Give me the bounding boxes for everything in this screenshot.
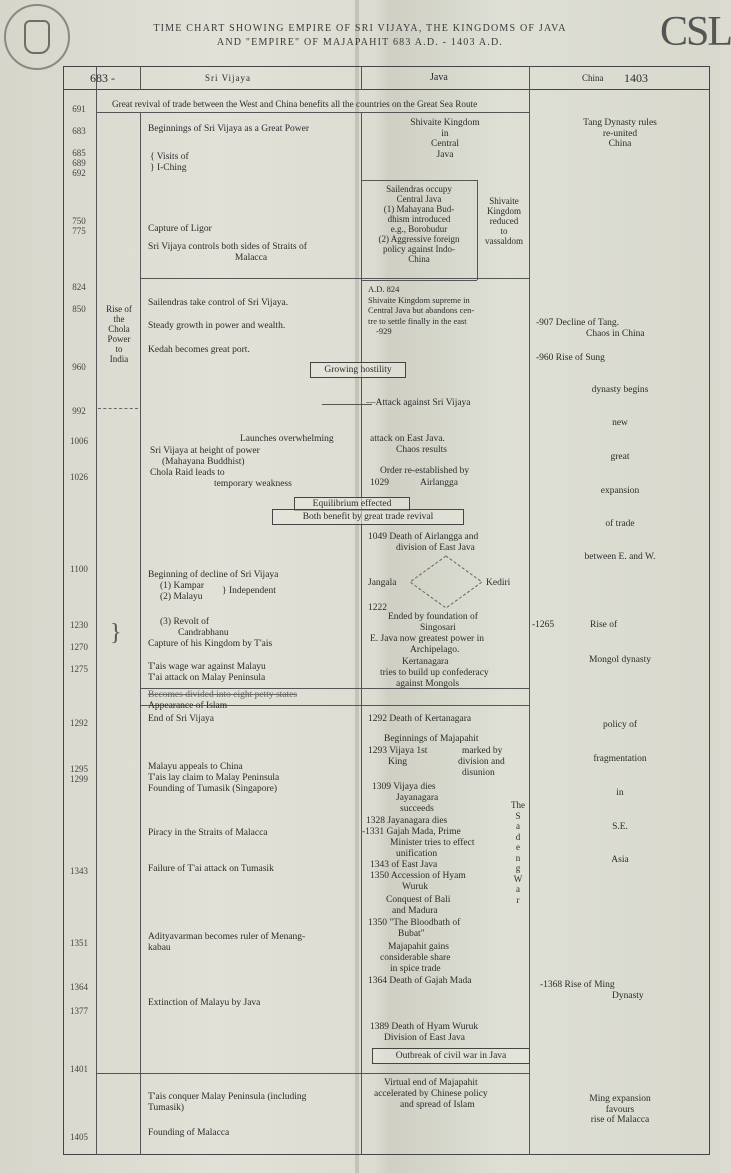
china-rise-of: Rise of	[590, 620, 618, 630]
java-kertanagara: Kertanagara	[402, 657, 449, 667]
java-1292: 1292 Death of Kertanagara	[368, 714, 472, 724]
china-expansion: expansion	[600, 486, 640, 496]
header-divider-1	[140, 66, 141, 90]
sri-wage-war: T'ais wage war against Malayu	[148, 662, 266, 672]
sri-iching: } I-Ching	[150, 163, 187, 173]
java-spice: in spice trade	[390, 964, 441, 974]
java-hyam-accession: 1350 Accession of Hyam	[370, 871, 466, 881]
sri-tai-failure: Failure of T'ai attack on Tumasik	[148, 864, 274, 874]
java-islam: and spread of Islam	[400, 1100, 475, 1110]
java-attack: —Attack against Sri Vijaya	[366, 398, 471, 408]
year-850: 850	[72, 304, 86, 314]
sri-malayu-china: Malayu appeals to China	[148, 762, 243, 772]
header-divider-2	[361, 66, 362, 90]
china-new: new	[612, 418, 628, 428]
banner-trade-revival: Great revival of trade between the West and China benefits all the countries on the Great Sea Route	[112, 99, 478, 109]
sri-tais-conquer-2: Tumasik)	[148, 1103, 185, 1113]
year-1230: 1230	[70, 620, 88, 630]
year-1299: 1299	[70, 774, 88, 784]
java-1293-vijaya: 1293 Vijaya 1st	[368, 746, 428, 756]
year-689: 689	[72, 158, 86, 168]
year-1364: 1364	[70, 982, 88, 992]
year-1006: 1006	[70, 436, 88, 446]
china-tang: Tang Dynasty rules re-united China	[583, 118, 657, 149]
header-china: China	[582, 73, 604, 83]
year-685: 685	[72, 148, 86, 158]
java-1343-east: 1343 of East Java	[370, 860, 438, 870]
china-great: great	[610, 452, 630, 462]
china-chaos: Chaos in China	[586, 329, 645, 339]
year-1401: 1401	[70, 1064, 88, 1074]
sri-mahayana: (Mahayana Buddhist)	[162, 457, 245, 467]
sri-petty-states: Becomes divided into eight petty states	[148, 690, 298, 700]
sri-adityavarman-2: kabau	[148, 943, 171, 953]
java-1389: 1389 Death of Hyam Wuruk	[370, 1022, 479, 1032]
java-sailendras-occupy: Sailendras occupy Central Java (1) Mahayana Bud- dhism introduced e.g., Borobudur (2) Aggressive foreign policy against Indo- China	[378, 184, 460, 264]
sri-capture-tais: Capture of his Kingdom by T'ais	[148, 639, 273, 649]
sri-ligor: Capture of Ligor	[148, 224, 212, 234]
java-jangala: Jangala	[368, 578, 397, 588]
java-marked-by: marked by	[462, 746, 503, 756]
java-unification: unification	[396, 849, 438, 859]
year-992: 992	[72, 406, 86, 416]
year-683: 683	[72, 126, 86, 136]
china-tang-decline: -907 Decline of Tang.	[536, 318, 620, 328]
seal-emblem-icon	[4, 4, 70, 70]
java-1029: 1029	[370, 478, 389, 488]
header-start-year: 683 -	[90, 71, 115, 85]
sri-chola-raid: Chola Raid leads to	[150, 468, 225, 478]
civil-war-box: Outbreak of civil war in Java	[372, 1048, 530, 1064]
java-airlangga: Airlangga	[420, 478, 458, 488]
year-960: 960	[72, 362, 86, 372]
year-775: 775	[72, 226, 86, 236]
java-bali: Conquest of Bali	[386, 895, 451, 905]
sri-vijaya-left-line	[140, 112, 141, 1155]
java-left-line	[361, 112, 362, 1155]
java-share: considerable share	[380, 953, 451, 963]
java-majapahit-begin: Beginnings of Majapahit	[384, 734, 479, 744]
java-tries: Minister tries to effect	[390, 838, 475, 848]
java-singosari: Singosari	[420, 623, 456, 633]
java-1049: 1049 Death of Airlangga and	[368, 532, 479, 542]
china-ming-expansion: Ming expansion favours rise of Malacca	[589, 1094, 651, 1125]
equilibrium-box: Equilibrium effected	[294, 497, 410, 511]
java-gajah-mada: -1331 Gajah Mada, Prime	[362, 827, 461, 837]
java-chaos: Chaos results	[396, 445, 447, 455]
sri-decline: Beginning of decline of Sri Vijaya	[148, 570, 279, 580]
sri-adityavarman-1: Adityavarman becomes ruler of Menang-	[148, 932, 306, 942]
sri-malacca: Founding of Malacca	[148, 1128, 230, 1138]
bracket-1230-1270: }	[110, 620, 122, 646]
year-1351: 1351	[70, 938, 88, 948]
sri-piracy: Piracy in the Straits of Malacca	[148, 828, 268, 838]
java-division-east: Division of East Java	[384, 1033, 466, 1043]
china-policy-of: policy of	[602, 720, 638, 730]
year-1026: 1026	[70, 472, 88, 482]
year-1292: 1292	[70, 718, 88, 728]
rule-1401	[96, 1073, 529, 1074]
china-se: S.E.	[612, 822, 628, 832]
java-division: division of East Java	[396, 543, 475, 553]
year-1275: 1275	[70, 664, 88, 674]
china-sung: -960 Rise of Sung	[536, 353, 605, 363]
china-between: between E. and W.	[584, 552, 656, 562]
sri-height: Sri Vijaya at height of power	[150, 446, 260, 456]
sri-candrabhanu: Candrabhanu	[178, 628, 229, 638]
java-archipelago: Archipelago.	[410, 645, 460, 655]
sri-tumasik: Founding of Tumasik (Singapore)	[148, 784, 278, 794]
sri-tais-conquer-1: T'ais conquer Malay Peninsula (including	[148, 1092, 307, 1102]
java-greatest-power: E. Java now greatest power in	[370, 634, 484, 644]
java-kediri: Kediri	[486, 578, 511, 588]
sri-straits-2: Malacca	[234, 253, 268, 263]
title-line-1: TIME CHART SHOWING EMPIRE OF SRI VIJAYA, THE KINGDOMS OF JAVA	[153, 23, 567, 34]
year-691: 691	[72, 104, 86, 114]
sri-visits-bracket: { Visits of	[150, 152, 189, 162]
java-madura: and Madura	[392, 906, 438, 916]
trade-revival-box: Both benefit by great trade revival	[272, 509, 464, 525]
java-mongols: against Mongols	[396, 679, 460, 689]
java-attack-east: attack on East Java.	[370, 434, 445, 444]
java-1364: 1364 Death of Gajah Mada	[368, 976, 472, 986]
header-java: Java	[430, 72, 448, 83]
growing-hostility-box: Growing hostility	[310, 362, 406, 378]
csl-logo: CSL	[660, 9, 731, 55]
sri-sailendras: Sailendras take control of Sri Vijaya.	[148, 298, 289, 308]
sri-kedah: Kedah becomes great port.	[148, 345, 250, 355]
row-rule-691	[96, 112, 530, 113]
attack-arrow-line	[322, 404, 372, 405]
chart-title	[100, 22, 620, 50]
java-824-supreme: A.D. 824 Shivaite Kingdom supreme in Central Java but abandons cen- tre to settle finally in the east -929	[368, 284, 475, 336]
sri-growth: Steady growth in power and wealth.	[148, 321, 286, 331]
sri-launches: Launches overwhelming	[240, 434, 334, 444]
year-1343: 1343	[70, 866, 88, 876]
java-shivaite-kingdom: Shivaite Kingdom in Central Java	[410, 118, 480, 160]
china-fragmentation: fragmentation	[593, 754, 647, 764]
sri-kampar: (1) Kampar	[160, 581, 205, 591]
java-1309: 1309 Vijaya dies	[372, 782, 436, 792]
java-bloodbath: 1350 "The Bloodbath of	[368, 918, 461, 928]
china-ming-rise: -1368 Rise of Ming	[540, 980, 615, 990]
java-disunion: disunion	[462, 768, 495, 778]
china-of-trade: of trade	[605, 519, 635, 529]
sri-weakness: temporary weakness	[214, 479, 292, 489]
java-singosari-ended: Ended by foundation of	[388, 612, 478, 622]
java-chinese-policy: accelerated by Chinese policy	[374, 1089, 488, 1099]
header-end-year: 1403	[624, 71, 648, 85]
header-sri-vijaya: Sri Vijaya	[205, 73, 252, 83]
sri-end: End of Sri Vijaya	[148, 714, 215, 724]
sri-beginnings: Beginnings of Sri Vijaya as a Great Power	[148, 124, 309, 134]
java-division-and: division and	[458, 757, 505, 767]
year-1405: 1405	[70, 1132, 88, 1142]
sri-tai-attack: T'ai attack on Malay Peninsula	[148, 673, 266, 683]
india-chola-note: Rise of the Chola Power to India	[106, 304, 132, 364]
java-wuruk: Wuruk	[402, 882, 428, 892]
java-confederacy: tries to build up confederacy	[380, 668, 489, 678]
dashed-992	[98, 408, 138, 409]
china-ming-dynasty: Dynasty	[612, 991, 644, 1001]
sri-malayu: (2) Malayu	[160, 592, 203, 602]
java-virtual-end: Virtual end of Majapahit	[384, 1078, 478, 1088]
jangala-kediri-arrows	[404, 554, 488, 610]
year-824: 824	[72, 282, 86, 292]
title-line-2: AND "EMPIRE" OF MAJAPAHIT 683 A.D. - 1403 A.D.	[216, 37, 504, 48]
china-mongol: Mongol dynasty	[588, 655, 651, 665]
china-1265: -1265	[532, 620, 555, 630]
rule-sailendra-top	[361, 180, 477, 181]
java-succeeds: succeeds	[400, 804, 434, 814]
java-shivaite-vassal: Shivaite Kingdom reduced to vassaldom	[485, 196, 523, 246]
java-jayanagara: Jayanagara	[396, 793, 439, 803]
year-750: 750	[72, 216, 86, 226]
rule-1290	[140, 688, 529, 689]
china-dynasty-begins: dynasty begins	[591, 385, 649, 395]
chart-header	[63, 66, 710, 90]
java-sadeng-war: The S a d e n g W a r	[511, 800, 525, 905]
year-1377: 1377	[70, 1006, 88, 1016]
sri-straits-1: Sri Vijaya controls both sides of Straits of	[148, 242, 307, 252]
china-asia: Asia	[611, 855, 629, 865]
java-1222: 1222	[368, 603, 387, 613]
sri-islam: Appearance of Islam	[148, 701, 228, 711]
sri-independent: } Independent	[222, 586, 276, 596]
sri-revolt: (3) Revolt of	[160, 617, 210, 627]
year-column-divider	[96, 66, 97, 1155]
java-1328: 1328 Jayanagara dies	[366, 816, 448, 826]
year-1270: 1270	[70, 642, 88, 652]
sri-malayu-extinct: Extinction of Malayu by Java	[148, 998, 261, 1008]
china-in: in	[616, 788, 624, 798]
year-692: 692	[72, 168, 86, 178]
java-majapahit-gains: Majapahit gains	[388, 942, 449, 952]
rule-824	[140, 278, 529, 279]
year-1100: 1100	[70, 564, 88, 574]
sri-tais-claim: T'ais lay claim to Malay Peninsula	[148, 773, 280, 783]
year-1295: 1295	[70, 764, 88, 774]
rule-sailendra-bottom	[361, 280, 477, 281]
java-king: King	[388, 757, 407, 767]
java-order: Order re-established by	[380, 466, 470, 476]
java-bubat: Bubat"	[398, 929, 425, 939]
